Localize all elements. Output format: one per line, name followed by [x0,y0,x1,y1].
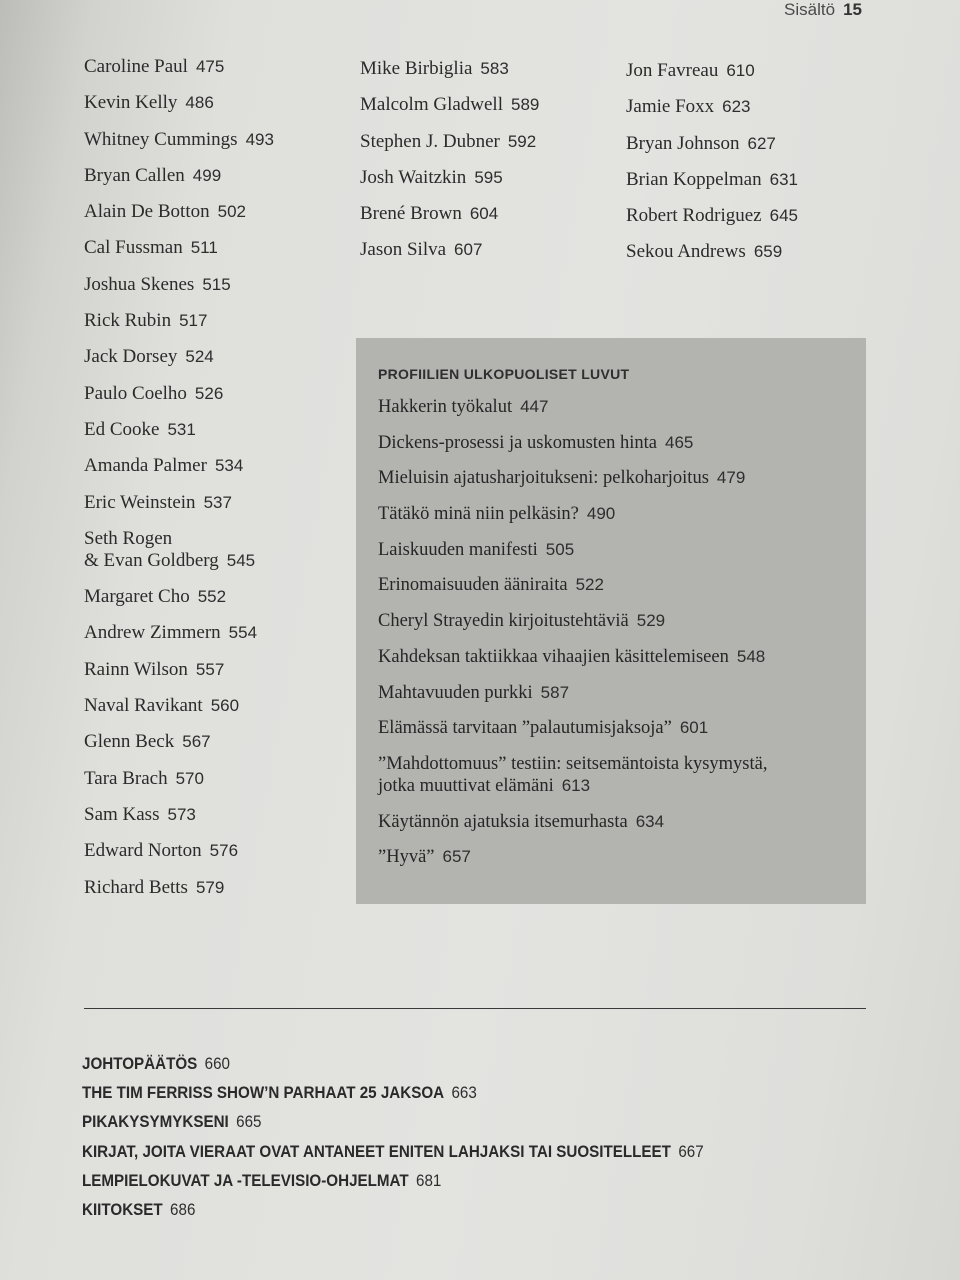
entry-page: 595 [474,167,503,187]
toc-entry [626,169,886,191]
entry-name: Cal Fussman [84,237,183,259]
box-entry-text: Käytännön ajatuksia itsemurhasta [378,811,628,832]
entry-page: 587 [540,682,570,702]
toc-entry [84,877,344,899]
entry-page: 663 [451,1084,477,1103]
section-entry [82,1112,818,1132]
entry-name: Jason Silva [360,239,447,261]
entry-page: 526 [194,383,224,403]
box-entry [378,811,844,833]
entry-page: 522 [575,575,604,595]
entry-page: 517 [179,311,208,331]
entry-name: & Evan Goldberg [84,549,219,571]
toc-entry [84,768,344,790]
entry-page: 645 [769,206,798,226]
box-entry-text: ”Mahdottomuus” testiin: seitsemäntoista kysymystä, [378,753,768,774]
entry-name: Robert Rodriguez [626,205,762,227]
entry-page: 499 [192,165,222,185]
toc-column-1 [84,56,344,913]
toc-entry [84,201,344,223]
entry-page: 479 [716,468,746,488]
toc-entry [626,133,886,155]
entry-name: Sekou Andrews [626,241,746,263]
entry-page: 465 [665,432,694,452]
running-head [784,0,862,20]
entry-page: 589 [511,95,540,115]
entry-page: 660 [204,1055,230,1073]
box-entry-text: Elämässä tarvitaan ”palautumisjaksoja” [378,718,672,739]
entry-name: Bryan Johnson [626,132,740,154]
entry-page: 490 [586,504,616,524]
entry-page: 447 [520,397,549,416]
entry-page: 557 [195,659,225,679]
section-title: LEMPIELOKUVAT JA -TELEVISIO-OHJELMAT [82,1171,409,1190]
toc-entry [360,167,620,189]
toc-entry [84,165,344,187]
box-entry [378,396,844,418]
entry-page: 604 [469,204,499,224]
entry-page: 583 [480,59,509,78]
toc-entry [84,383,344,405]
entry-page: 681 [416,1171,442,1190]
entry-page: 601 [679,718,709,738]
entry-page: 659 [753,242,783,262]
toc-entry [360,203,620,225]
section-title: THE TIM FERRISS SHOW’N PARHAAT 25 JAKSOA [82,1084,445,1103]
running-head-label: Sisältö [784,0,836,19]
box-entry [378,846,844,868]
box-entry [378,574,844,596]
toc-entry [84,56,344,78]
box-entry [378,432,844,454]
entry-name: Glenn Beck [84,731,175,753]
entry-name: Josh Waitzkin [360,166,467,188]
entry-name: Whitney Cummings [84,128,238,150]
entry-page: 475 [195,57,225,76]
toc-entry [84,659,344,681]
toc-entry [84,804,344,826]
entry-page: 548 [736,646,766,666]
entry-name: Malcolm Gladwell [360,94,503,116]
entry-name: Naval Ravikant [84,695,203,717]
entry-page: 623 [722,97,751,117]
box-entry [378,610,844,632]
entry-name: Rick Rubin [84,310,172,332]
entry-name: Andrew Zimmern [84,622,221,644]
toc-entry [84,731,344,753]
entry-name: Joshua Skenes [84,273,195,295]
entry-page: 505 [545,539,575,559]
entry-page: 610 [726,61,755,80]
toc-column-3 [626,60,886,278]
entry-name: Jamie Foxx [626,96,715,118]
section-title: JOHTOPÄÄTÖS [82,1055,198,1073]
toc-entry [84,840,344,862]
entry-page: 534 [214,456,244,476]
box-entry-text: Erinomaisuuden ääniraita [378,575,568,596]
toc-entry [84,586,344,608]
entry-name: Tara Brach [84,767,168,789]
section-title: KIITOKSET [82,1200,163,1219]
section-title: PIKAKYSYMYKSENI [82,1113,229,1132]
box-entry [378,753,844,797]
box-title: PROFIILIEN ULKOPUOLISET LUVUT [378,366,630,382]
entry-page: 627 [747,133,776,153]
box-entry-text: Tätäkö minä niin pelkäsin? [378,504,579,525]
entry-page: 634 [635,811,665,831]
entry-page: 657 [442,847,471,867]
box-entry [378,467,844,489]
box-entry-text: Laiskuuden manifesti [378,539,538,560]
box-entry-text: Mahtavuuden purkki [378,682,533,703]
entry-name: Sam Kass [84,803,160,825]
closing-sections [82,1054,882,1229]
toc-entry [626,205,886,227]
box-entry-text: jotka muuttivat elämäni [378,775,554,796]
toc-entry [360,239,620,261]
entry-page: 560 [210,696,240,716]
box-entry [378,682,844,704]
toc-entry [626,96,886,118]
entry-page: 607 [454,240,483,260]
entry-page: 631 [769,169,798,189]
toc-entry [84,695,344,717]
entry-name: Brian Koppelman [626,168,762,190]
box-entry-text: ”Hyvä” [378,847,435,868]
toc-entry [84,419,344,441]
toc-entry [84,492,344,514]
entry-page: 592 [507,131,537,151]
section-entry [82,1171,818,1191]
toc-entry [84,622,344,644]
entry-page: 573 [167,804,196,824]
toc-entry [360,131,620,153]
entry-name: Paulo Coelho [84,382,187,404]
toc-entry [84,237,344,259]
entry-page: 613 [561,775,591,795]
entry-page: 529 [636,611,666,631]
box-entry [378,539,844,561]
entry-page: 502 [217,202,246,222]
section-entry [82,1054,818,1074]
toc-entry [626,241,886,263]
entry-name: Mike Birbiglia [360,58,473,79]
entry-page: 515 [202,274,231,294]
toc-column-2 [360,58,620,276]
entry-name: Amanda Palmer [84,455,207,477]
section-entry [82,1083,818,1103]
entry-name: Jack Dorsey [84,346,178,368]
entry-name: Rainn Wilson [84,658,188,680]
box-entry [378,717,844,739]
entry-name: Eric Weinstein [84,491,196,513]
entry-page: 486 [185,93,214,113]
toc-entry [84,274,344,296]
entry-name: Richard Betts [84,876,188,898]
box-entry-text: Kahdeksan taktiikkaa vihaajien käsittelemiseen [378,646,729,667]
entry-page: 665 [236,1113,262,1132]
box-entry-text: Dickens-prosessi ja uskomusten hinta [378,432,657,453]
section-divider [84,1008,866,1009]
entry-page: 524 [185,347,214,367]
entry-page: 545 [226,550,256,570]
toc-entry [626,60,886,82]
toc-entry [84,310,344,332]
box-entry [378,646,844,668]
section-entry [82,1200,818,1220]
section-title: KIRJAT, JOITA VIERAAT OVAT ANTANEET ENITEN LAHJAKSI TAI SUOSITELLEET [82,1142,671,1161]
toc-entry [360,58,620,80]
entry-name: Alain De Botton [84,201,210,223]
entry-page: 531 [167,419,196,439]
entry-name: Jon Favreau [626,60,719,81]
entry-name: Kevin Kelly [84,92,178,114]
box-entry-text: Cheryl Strayedin kirjoitustehtäviä [378,611,629,632]
entry-page: 579 [195,877,225,897]
entry-page: 537 [203,492,232,512]
chapters-outside-profiles-box [356,338,866,904]
toc-entry [360,94,620,116]
entry-name: Caroline Paul [84,56,188,77]
entry-name: Stephen J. Dubner [360,130,500,152]
box-entry-text: Hakkerin työkalut [378,397,513,417]
entry-page: 686 [170,1200,196,1219]
entry-name: Seth Rogen [84,527,173,549]
entry-name: Ed Cooke [84,418,160,440]
entry-name: Brené Brown [360,203,462,225]
entry-page: 576 [209,841,239,861]
toc-entry [84,455,344,477]
entry-page: 667 [678,1142,704,1161]
toc-entry [84,92,344,114]
toc-entry [84,346,344,368]
entry-page: 567 [182,732,211,752]
entry-name: Edward Norton [84,840,202,862]
toc-entry [84,528,344,572]
toc-entry [84,129,344,151]
entry-page: 552 [197,587,227,607]
section-entry [82,1142,818,1162]
box-entry [378,503,844,525]
entry-page: 570 [175,768,204,788]
entry-page: 554 [228,623,258,643]
entry-page: 493 [245,129,274,149]
page-number: 15 [843,0,862,19]
entry-page: 511 [190,238,218,258]
entry-name: Margaret Cho [84,586,190,608]
box-entry-text: Mieluisin ajatusharjoitukseni: pelkoharjoitus [378,468,709,489]
entry-name: Bryan Callen [84,164,185,186]
